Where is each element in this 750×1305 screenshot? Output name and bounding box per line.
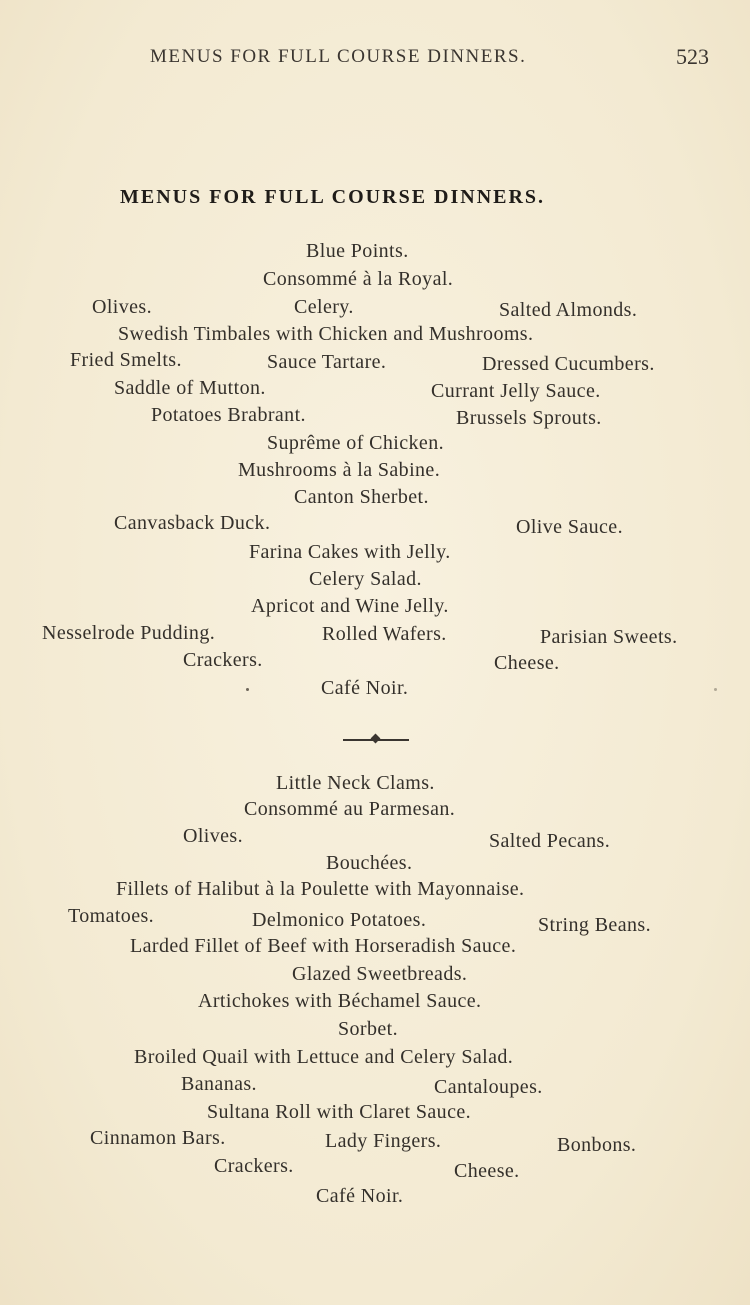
menu-item: Cantaloupes. — [434, 1076, 543, 1098]
menu-item: Delmonico Potatoes. — [252, 909, 427, 931]
running-head: MENUS FOR FULL COURSE DINNERS. — [150, 46, 527, 67]
menu-item: Swedish Timbales with Chicken and Mushrooms. — [118, 323, 534, 345]
menu-item: Saddle of Mutton. — [114, 377, 266, 399]
menu-item: Brussels Sprouts. — [456, 407, 602, 429]
menu-item: Sorbet. — [338, 1018, 399, 1040]
menu-item: Café Noir. — [321, 677, 409, 699]
menu-item: Fried Smelts. — [70, 349, 182, 371]
menu-item: Parisian Sweets. — [540, 626, 678, 648]
paper-speck — [714, 688, 717, 691]
menu-item: Currant Jelly Sauce. — [431, 380, 601, 402]
menu-item: Suprême of Chicken. — [267, 432, 445, 454]
menu-item: Rolled Wafers. — [322, 623, 447, 645]
menu-item: Cinnamon Bars. — [90, 1127, 226, 1149]
menu-item: Apricot and Wine Jelly. — [251, 595, 449, 617]
menu-item: Cheese. — [494, 652, 560, 674]
menu-item: Potatoes Brabrant. — [151, 404, 306, 426]
menu-item: Canvasback Duck. — [114, 512, 271, 534]
menu-item: Nesselrode Pudding. — [42, 622, 216, 644]
menu-item: Crackers. — [214, 1155, 294, 1177]
menu-item: Canton Sherbet. — [294, 486, 429, 508]
menu-item: Little Neck Clams. — [276, 772, 435, 794]
menu-item: Artichokes with Béchamel Sauce. — [198, 990, 482, 1012]
menu-item: Salted Almonds. — [499, 299, 638, 321]
menu-item: Celery Salad. — [309, 568, 422, 590]
menu-item: String Beans. — [538, 914, 651, 936]
menu-item: Celery. — [294, 296, 354, 318]
menu-item: Crackers. — [183, 649, 263, 671]
menu-item: Fillets of Halibut à la Poulette with Mayonnaise. — [116, 878, 525, 900]
menu-item: Lady Fingers. — [325, 1130, 442, 1152]
menu-item: Farina Cakes with Jelly. — [249, 541, 451, 563]
menu-item: Salted Pecans. — [489, 830, 611, 852]
paper-speck — [246, 688, 249, 691]
menu-item: Mushrooms à la Sabine. — [238, 459, 441, 481]
menu-item: Café Noir. — [316, 1185, 404, 1207]
menu-item: Glazed Sweetbreads. — [292, 963, 468, 985]
menu-item: Bananas. — [181, 1073, 257, 1095]
menu-item: Sultana Roll with Claret Sauce. — [207, 1101, 472, 1123]
menu-item: Consommé à la Royal. — [263, 268, 454, 290]
divider-ornament-icon — [371, 734, 381, 744]
menu-item: Dressed Cucumbers. — [482, 353, 655, 375]
menu-item: Tomatoes. — [68, 905, 155, 927]
menu-item: Larded Fillet of Beef with Horseradish Sauce. — [130, 935, 517, 957]
page-number: 523 — [676, 44, 709, 69]
menu-item: Sauce Tartare. — [267, 351, 387, 373]
menu-item: Olive Sauce. — [516, 516, 623, 538]
page-title: MENUS FOR FULL COURSE DINNERS. — [120, 186, 546, 208]
menu-item: Consommé au Parmesan. — [244, 798, 456, 820]
menu-item: Bouchées. — [326, 852, 413, 874]
menu-item: Blue Points. — [306, 240, 409, 262]
menu-item: Olives. — [183, 825, 244, 847]
menu-item: Bonbons. — [557, 1134, 637, 1156]
menu-item: Broiled Quail with Lettuce and Celery Salad. — [134, 1046, 514, 1068]
menu-item: Cheese. — [454, 1160, 520, 1182]
menu-item: Olives. — [92, 296, 153, 318]
